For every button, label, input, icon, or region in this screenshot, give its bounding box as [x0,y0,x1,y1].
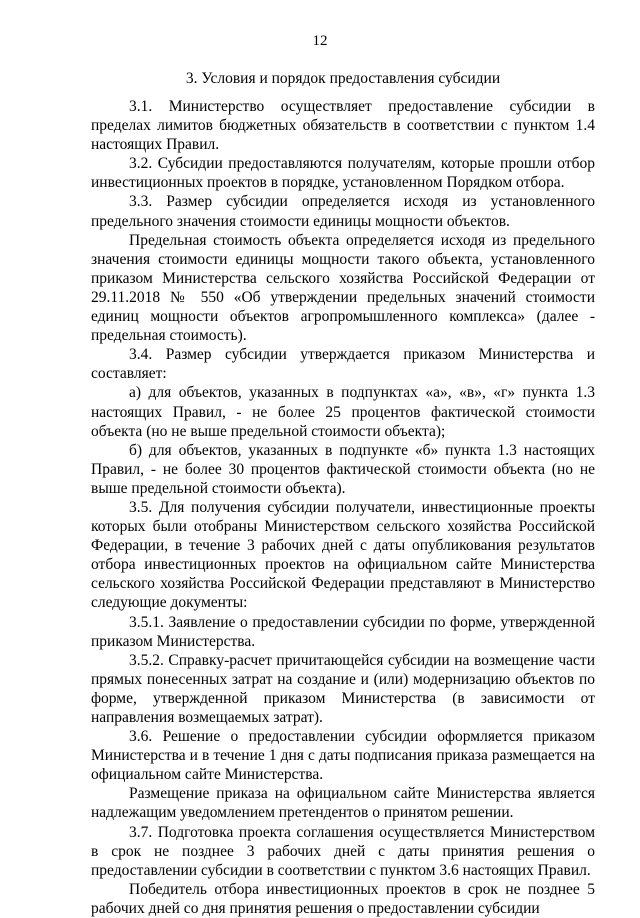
paragraph-3-5-1: 3.5.1. Заявление о предоставлении субсидии по форме, утвержденной приказом Министерства. [91,613,595,650]
paragraph-3-5-2: 3.5.2. Справку-расчет причитающейся субсидии на возмещение части прямых понесенных затрат на создание и (или) модернизацию объектов по форме, утвержденной приказом Министерства (в зависимости от направления возмещаемых затрат). [91,651,595,726]
paragraph-3-3: 3.3. Размер субсидии определяется исходя из установленного предельного значения стоимости единицы мощности объектов. [91,193,595,230]
paragraph-3-2: 3.2. Субсидии предоставляются получателям, которые прошли отбор инвестиционных проектов в порядке, установленном Порядком отбора. [91,155,595,192]
document-body [91,97,595,918]
paragraph-3-4: 3.4. Размер субсидии утверждается приказом Министерства и составляет: [91,346,595,383]
paragraph-max-cost: Предельная стоимость объекта определяется исходя из предельного значения стоимости единицы мощности такого объекта, установленного приказом Министерства сельского хозяйства Российской Федерации от 29.11.2018 № 550 «Об утверждении предельных значений стоимости единиц мощности объектов агропромышленного комплекса» (далее - предельная стоимость). [91,231,595,345]
paragraph-3-6: 3.6. Решение о предоставлении субсидии оформляется приказом Министерства и в течение 1 дня с даты подписания приказа размещается на официальном сайте Министерства. [91,728,595,784]
paragraph-publication: Размещение приказа на официальном сайте Министерства является надлежащим уведомлением претендентов о принятом решении. [91,785,595,822]
paragraph-3-5: 3.5. Для получения субсидии получатели, инвестиционные проекты которых были отобраны Министерством сельского хозяйства Российской Федерации, в течение 3 рабочих дней с даты опубликования результатов отбора инвестиционных проектов на официальном сайте Министерства сельского хозяйства Российской Федерации представляют в Министерство следующие документы: [91,498,595,612]
section-title: 3. Условия и порядок предоставления субсидии [185,70,501,87]
paragraph-3-7: 3.7. Подготовка проекта соглашения осуществляется Министерством в срок не позднее 3 рабочих дней с даты принятия решения о предоставлении субсидии в соответствии с пунктом 3.6 настоящих Правил. [91,823,595,879]
paragraph-winner: Победитель отбора инвестиционных проектов в срок не позднее 5 рабочих дней со дня принятия решения о предоставлении субсидии [91,880,595,917]
page-number: 12 [312,33,328,49]
paragraph-3-4-b: б) для объектов, указанных в подпункте «б» пункта 1.3 настоящих Правил, - не более 30 процентов фактической стоимости объекта (но не выше предельной стоимости объекта). [91,441,595,497]
paragraph-3-1: 3.1. Министерство осуществляет предоставление субсидии в пределах лимитов бюджетных обязательств в соответствии с пунктом 1.4 настоящих Правил. [91,98,595,154]
paragraph-3-4-a: а) для объектов, указанных в подпунктах «а», «в», «г» пункта 1.3 настоящих Правил, - не более 25 процентов фактической стоимости объекта (но не выше предельной стоимости объекта); [91,384,595,440]
